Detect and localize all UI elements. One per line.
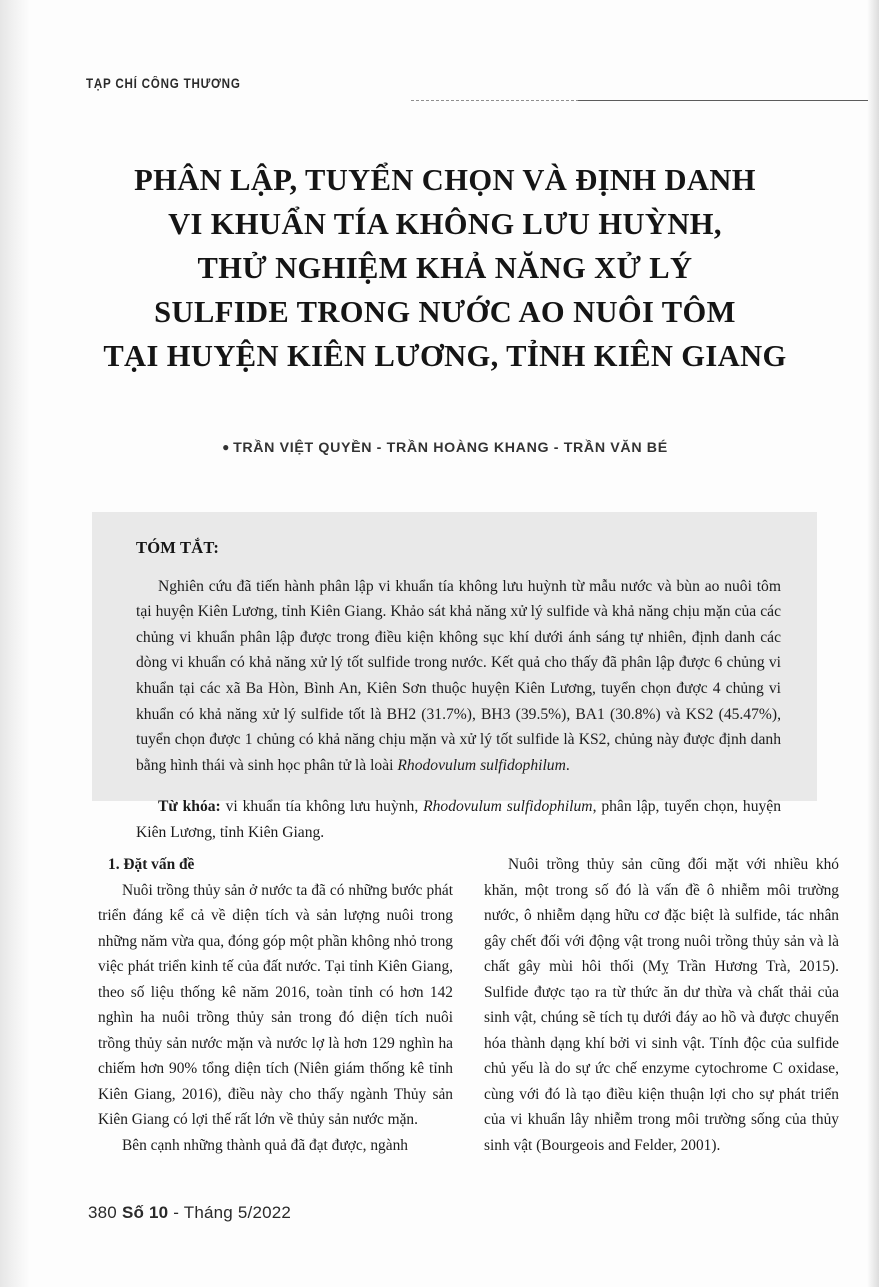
left-paragraph-1: Nuôi trồng thủy sản ở nước ta đã có những bước phát triển đáng kể cả về diện tích và sản lượng nuôi trong những năm vừa qua, đóng góp một phần không nhỏ trong việc phát triển kinh tế của đất nước. Tại tỉnh Kiên Giang, theo số liệu thống kê năm 2016, toàn tỉnh có hơn 142 nghìn ha nuôi trồng thủy sản trong đó diện tích nuôi trồng thủy sản nước mặn và nước lợ là hơn 129 nghìn ha chiếm hơn 90% tổng diện tích (Niên giám thống kê tỉnh Kiên Giang, 2016), điều này cho thấy ngành Thủy sản Kiên Giang có lợi thế rất lớn về thủy sản nước mặn. (98, 881, 453, 1128)
author-names: TRẦN VIỆT QUYỀN - TRẦN HOÀNG KHANG - TRẦN VĂN BÉ (233, 440, 668, 456)
body-column-right (484, 852, 839, 1158)
keywords-part2: , phân lập, tuyển chọn, huyện Kiên Lương, tỉnh Kiên Giang. (136, 797, 782, 841)
footer-date: - Tháng 5/2022 (173, 1203, 292, 1222)
keywords-species-name: Rhodovulum sulfidophilum (423, 797, 593, 815)
section-heading-1: 1. Đặt vấn đề (108, 856, 195, 873)
title-line-4: SULFIDE TRONG NƯỚC AO NUÔI TÔM (154, 295, 736, 329)
right-paragraph-1: Nuôi trồng thủy sản cũng đối mặt với nhiều khó khăn, một trong số đó là vấn đề ô nhiễm môi trường nước, ô nhiễm dạng hữu cơ đặc biệt là sulfide, tác nhân gây chết đối với động vật trong nuôi trồng thủy sản và là chất gây mùi hôi thối (Mỵ Trần Hương Trà, 2015). Sulfide được tạo ra từ thức ăn dư thừa và chất thải của sinh vật, chúng sẽ tích tụ dưới đáy ao hồ và được chuyển hóa thành dạng khí bởi vi sinh vật. Tính độc của sulfide chủ yếu là do sự ức chế enzyme cytochrome C oxidase, cùng với đó là tạo điều kiện thuận lợi cho sự phát triển của vi khuẩn lây nhiễm trong môi trường sống của thủy sinh vật (Bourgeois and Felder, 2001). (484, 856, 839, 1154)
title-line-2: VI KHUẨN TÍA KHÔNG LƯU HUỲNH, (168, 207, 722, 241)
author-byline (60, 440, 830, 456)
abstract-heading: TÓM TẮT: (136, 538, 220, 557)
bullet-icon: ● (222, 440, 231, 454)
abstract-box (92, 512, 817, 841)
header-solid-rule-icon (578, 100, 868, 101)
keywords-part1: vi khuẩn tía không lưu huỳnh, (220, 797, 424, 815)
page-footer (88, 1203, 291, 1223)
abstract-text-part1: Nghiên cứu đã tiến hành phân lập vi khuẩn tía không lưu huỳnh từ mẫu nước và bùn ao nuôi tôm tại huyện Kiên Lương, tỉnh Kiên Giang. Khảo sát khả năng xử lý sulfide và khả năng chịu mặn của các chủng vi khuẩn phân lập được trong điều kiện không sục khí dưới ánh sáng tự nhiên, định danh các dòng vi khuẩn có khả năng xử lý tốt sulfide trong nước. Kết quả cho thấy đã phân lập được 6 chủng vi khuẩn tại các xã Ba Hòn, Bình An, Kiên Sơn thuộc huyện Kiên Lương, tuyển chọn được 4 chủng vi khuẩn có khả năng xử lý sulfide tốt là BH2 (31.7%), BH3 (39.5%), BA1 (30.8%) và KS2 (45.47%), tuyển chọn được 1 chủng có khả năng chịu mặn và xử lý tốt sulfide là KS2, chủng này được định danh bằng hình thái và sinh học phân tử là loài (136, 577, 781, 774)
keywords-paragraph (136, 794, 781, 845)
title-line-1: PHÂN LẬP, TUYỂN CHỌN VÀ ĐỊNH DANH (134, 163, 756, 197)
left-paragraph-2: Bên cạnh những thành quả đã đạt được, ngành (122, 1136, 408, 1154)
body-column-left (98, 852, 453, 1158)
running-head: TẠP CHÍ CÔNG THƯƠNG (86, 76, 241, 91)
scan-edge-shading-left (0, 0, 30, 1287)
header-dashed-rule-icon (411, 100, 579, 101)
footer-page-number: 380 (88, 1203, 117, 1222)
scan-edge-shading-right (867, 0, 879, 1287)
keywords-label: Từ khóa: (158, 797, 221, 815)
footer-issue: Số 10 (121, 1203, 169, 1222)
title-line-5: TẠI HUYỆN KIÊN LƯƠNG, TỈNH KIÊN GIANG (103, 339, 787, 373)
article-title (60, 158, 830, 378)
abstract-text-end: . (565, 756, 570, 774)
abstract-species-name: Rhodovulum sulfidophilum (397, 756, 566, 774)
abstract-paragraph (136, 574, 781, 779)
title-line-3: THỬ NGHIỆM KHẢ NĂNG XỬ LÝ (197, 251, 693, 285)
